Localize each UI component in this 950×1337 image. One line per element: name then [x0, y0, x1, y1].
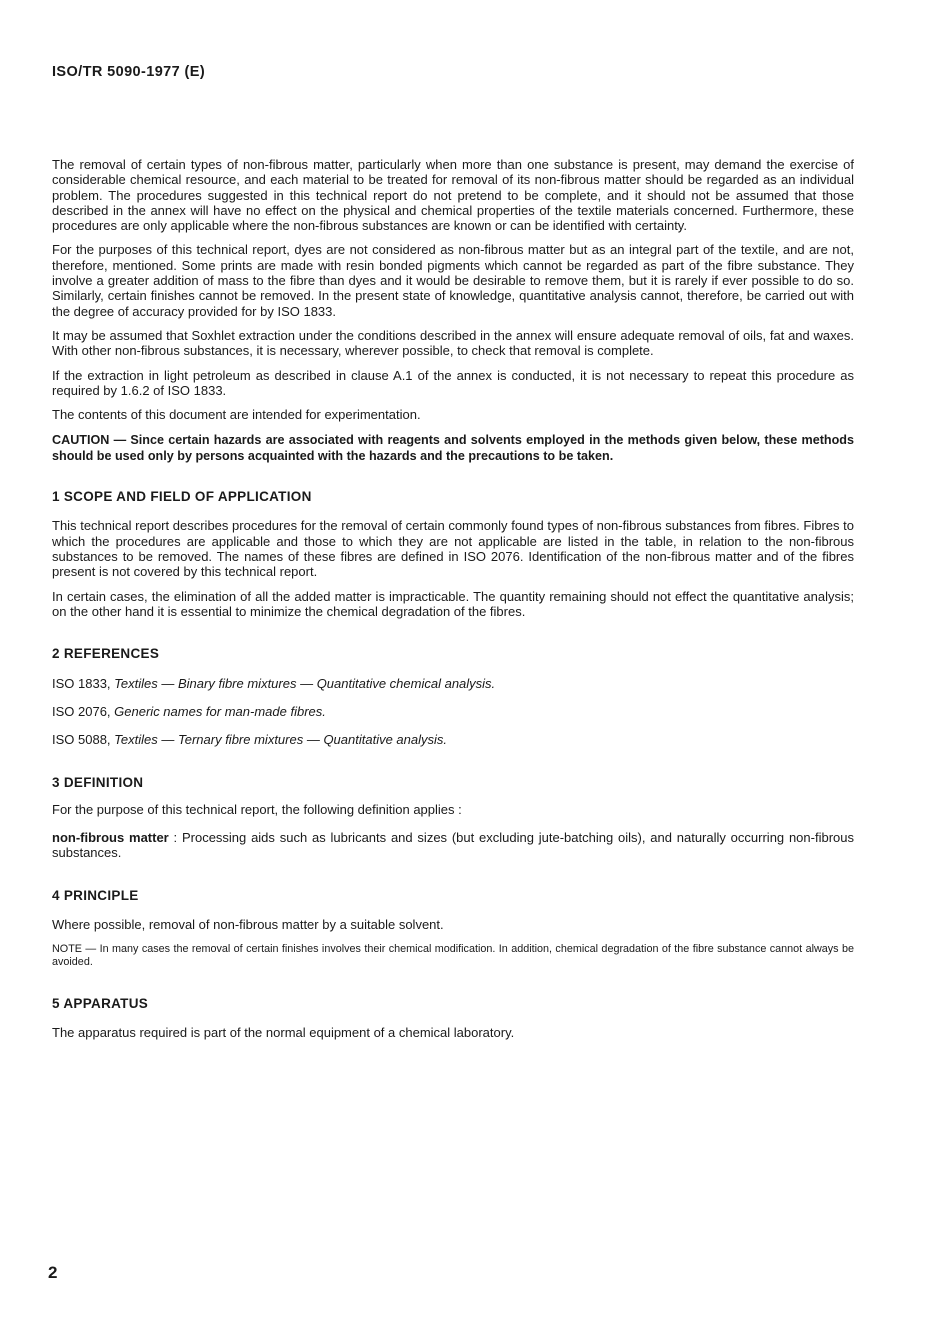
apparatus-text: The apparatus required is part of the normal equipment of a chemical laboratory. [52, 1025, 515, 1041]
intro-paragraph: If the extraction in light petroleum as described in clause A.1 of the annex is conducted, it is not necessary to repeat this procedure as required by 1.6.2 of ISO 1833. [52, 367, 854, 398]
definition-intro: For the purpose of this technical report, the following definition applies : [52, 802, 462, 818]
intro-paragraph: The removal of certain types of non-fibrous matter, particularly when more than one substance is present, may demand the exercise of considerable chemical resource, and each material to be treated for removal of its non-fibrous matter should be regarded as an individual problem. The procedures suggested in this technical report do not pretend to be complete, and it should not be assumed that those described in the annex will have no effect on the physical and chemical properties of the textile materials concerned. Furthermore, these procedures are only applicable where the non-fibrous substances are known or can be identified with certainty. [52, 157, 854, 234]
reference-title: Textiles — Binary fibre mixtures — Quantitative chemical analysis. [114, 676, 496, 692]
reference-title: Generic names for man-made fibres. [114, 704, 326, 720]
reference-code: ISO 2076, [52, 704, 111, 720]
page-number: 2 [48, 1263, 58, 1282]
principle-note: NOTE — In many cases the removal of certain finishes involves their chemical modification. In addition, chemical degradation of the fibre substance cannot always be avoided. [52, 943, 854, 968]
intro-paragraph: It may be assumed that Soxhlet extraction under the conditions described in the annex will ensure adequate removal of oils, fat and waxes. With other non-fibrous substances, it is necessary, wherever possible, to check that removal is complete. [52, 327, 854, 359]
scope-paragraph: In certain cases, the elimination of all the added matter is impracticable. The quantity remaining should not effect the quantitative analysis; on the other hand it is essential to minimize the chemical degradation of the fibres. [52, 588, 854, 619]
caution-notice: CAUTION — Since certain hazards are associated with reagents and solvents employed in the methods given below, these methods should be used only by persons acquainted with the hazards and the precautions to be taken. [52, 433, 854, 464]
reference-item [52, 732, 854, 747]
definition-text: : Processing aids such as lubricants and sizes (but excluding jute-batching oils), and naturally occurring non-fibrous substances. [52, 829, 854, 860]
section-heading-references: 2 REFERENCES [52, 646, 160, 662]
reference-item [52, 676, 854, 691]
section-heading-scope: 1 SCOPE AND FIELD OF APPLICATION [52, 489, 312, 505]
intro-paragraph: For the purposes of this technical report, dyes are not considered as non-fibrous matter but as an integral part of the textile, and are not, therefore, mentioned. Some prints are made with resin bonded pigments which cannot be regarded as part of the fibre substance. They involve a greater addition of mass to the fibre than dyes and it would be desirable to remove them, but it is rarely if ever possible to do so. Similarly, certain finishes cannot be removed. In the present state of knowledge, quantitative analysis cannot, therefore, be carried out with the degree of accuracy provided for by ISO 1833. [52, 242, 854, 319]
scope-paragraph: This technical report describes procedures for the removal of certain commonly found types of non-fibrous substances from fibres. Fibres to which the procedures are applicable and those to which they are not applicable are listed in the table, in relation to the non-fibrous substances to be removed. The names of these fibres are defined in ISO 2076. Identification of the non-fibrous matter and of the fibres present is not covered by this technical report. [52, 518, 854, 580]
reference-code: ISO 1833, [52, 676, 111, 692]
reference-item [52, 704, 854, 719]
section-heading-definition: 3 DEFINITION [52, 775, 144, 791]
intro-paragraph: The contents of this document are intended for experimentation. [52, 407, 421, 423]
reference-title: Textiles — Ternary fibre mixtures — Quantitative analysis. [114, 732, 448, 748]
principle-text: Where possible, removal of non-fibrous matter by a suitable solvent. [52, 917, 444, 933]
page-content [52, 157, 854, 1041]
section-heading-principle: 4 PRINCIPLE [52, 888, 139, 904]
reference-code: ISO 5088, [52, 732, 111, 748]
definition-term: non-fibrous matter [52, 829, 169, 845]
document-identifier: ISO/TR 5090-1977 (E) [52, 64, 206, 80]
definition-entry [52, 830, 854, 861]
section-heading-apparatus: 5 APPARATUS [52, 996, 149, 1012]
